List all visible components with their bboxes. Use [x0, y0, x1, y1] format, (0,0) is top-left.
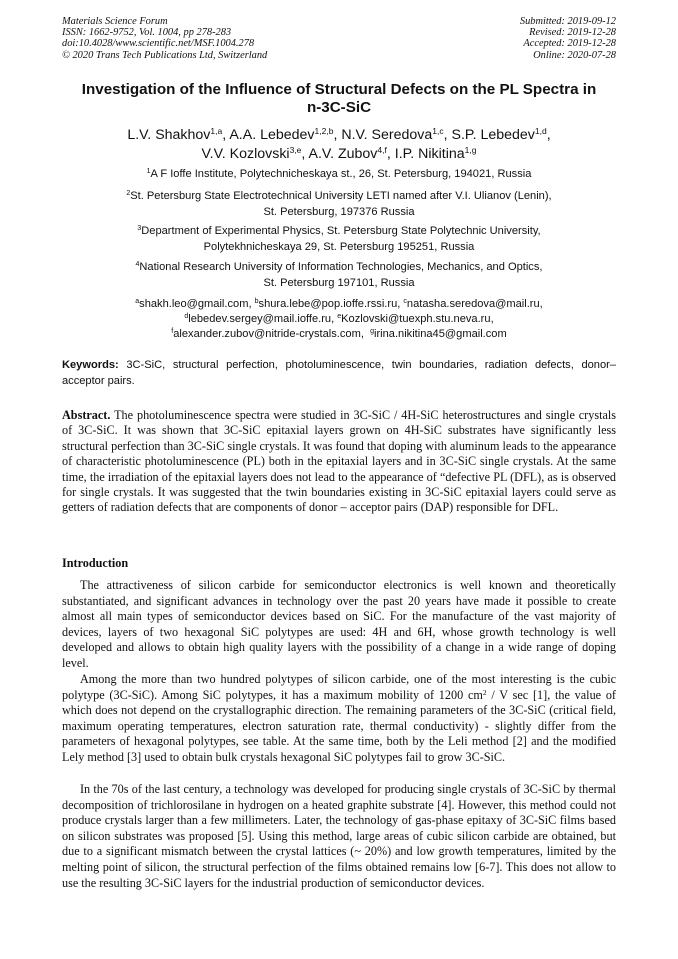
body-paragraph-1: The attractiveness of silicon carbide for semiconductor electronics is well known and theoretically substantiated, and significant advances in technology over the past 20 years have made it possible to create almost all main types of semiconductor devices based on SiC. For the manufacture of the vast majority of devices, layers of two hexagonal SiC polytypes are used: 4H and 6H, whose growth technology is well developed and allows to obtain high quality layers with the possibility of a change in a wide range of doping level. — [62, 578, 616, 670]
author-name: A.A. Lebedev — [229, 127, 315, 143]
email-address: natasha.seredova@mail.ru — [406, 298, 540, 310]
author-list — [62, 126, 616, 164]
affiliation-3 — [62, 224, 616, 256]
affiliation-1 — [62, 167, 616, 183]
author-affiliation-mark: 1,c — [432, 126, 444, 136]
author-name: N.V. Seredova — [341, 127, 433, 143]
affiliation-number: 4 — [135, 261, 140, 268]
email-address: lebedev.sergey@mail.ioffe.ru — [188, 313, 332, 325]
paper-title — [62, 81, 616, 117]
email-address: shura.lebe@pop.ioffe.rssi.ru — [258, 298, 398, 310]
keywords-label: Keywords: — [62, 359, 119, 371]
abstract-label: Abstract. — [62, 408, 111, 422]
authors-line-2: V.V. Kozlovski$^{3,e}$, A.V. Zubov$^{4,f}$, I.P. Nikitina$^{1,g}$ — [201, 145, 477, 162]
body-paragraph-2: Among the more than two hundred polytypes of silicon carbide, one of the most interesting is the cubic polytype (3C-SiC). Among SiC polytypes, it has a maximum mobility of 1200 $cm^2$ / V sec [1], the value of which does not depend on the crystallographic direction. The remaining parameters of the 3C-SiC (critical field, maximum operating temperatures, electron saturation rate, thermal conductivity) - slightly differ from the parameters of hexagonal polytypes, see table. At the same time, both by the Leli method [2] and the modified Lely method [3] used to obtain bulk crystals hexagonal SiC polytypes fail to grow 3C-SiC. — [62, 672, 616, 764]
online-date: Online: 2020-07-28 — [533, 49, 616, 61]
author-affiliation-mark: 3,e — [289, 145, 302, 155]
affiliation-2 — [62, 189, 616, 221]
affiliation-text: St. Petersburg State Electrotechnical University LETI named after V.I. Ulianov (Lenin), — [130, 190, 552, 202]
affiliation-number: 3 — [137, 225, 142, 232]
author-affiliation-mark: 1,a — [210, 126, 223, 136]
author-affiliation-mark: 1,2,b — [314, 126, 334, 136]
author-name: V.V. Kozlovski — [201, 146, 290, 162]
abstract-text: The photoluminescence spectra were studied in 3C-SiC / 4H-SiC heterostructures and single crystals of 3C-SiC. It was shown that 3C-SiC epitaxial layers grown on 4H-SiC substrates have significantly less structural perfection than 3C-SiC single crystals. It was found that doping with aluminum leads to the appearance of characteristic photoluminescence (PL) both in the epitaxial layers and in 3C-SiC single crystals. At the same time, the irradiation of the epitaxial layers does not lead to the appearance of “defective PL (DFL), as is observed for single crystals. It was suggested that the twin boundaries existing in 3C-SiC epitaxial layers could serve as getters of radiation defects that are components of donor – acceptor pairs (DAP) responsible for DFL. — [62, 408, 616, 515]
affiliation-number: 2 — [126, 190, 131, 197]
keywords — [62, 358, 616, 389]
email-address: alexander.zubov@nitride-crystals.com — [173, 328, 361, 340]
author-affiliation-mark: 1,g — [464, 145, 477, 155]
affiliation-number: 1 — [146, 168, 151, 175]
title-line-2: n-3C-SiC — [306, 99, 372, 116]
revised-date: Revised: 2019-12-28 — [529, 27, 616, 39]
affiliation-4 — [62, 260, 616, 292]
title-line-1: Investigation of the Influence of Structural Defects on the PL Spectra in — [81, 81, 597, 98]
journal-info — [62, 16, 267, 61]
authors-line-1: L.V. Shakhov$^{1,a}$, A.A. Lebedev$^{1,2,b}$, N.V. Seredova$^{1,c}$, S.P. Lebedev$^{1,d}$, — [127, 126, 551, 143]
submitted-date: Submitted: 2019-09-12 — [519, 16, 616, 27]
author-affiliation-mark: 1,d — [534, 126, 547, 136]
journal-doi: doi:10.4028/www.scientific.net/MSF.1004.278 — [62, 38, 255, 50]
affiliation-text: St. Petersburg, 197376 Russia — [263, 205, 415, 218]
submission-dates — [520, 16, 616, 61]
section-heading-introduction: Introduction — [62, 556, 129, 570]
author-name: I.P. Nikitina — [394, 146, 465, 162]
email-address: irina.nikitina45@gmail.com — [373, 328, 507, 340]
keywords-text: 3C-SiC, structural perfection, photoluminescence, twin boundaries, radiation defects, donor–acceptor pairs. — [62, 359, 616, 387]
author-emails: $^a$shakh.leo@gmail.com, $^b$shura.lebe@pop.ioffe.rssi.ru, $^c$natasha.seredova@mail.ru, $^d$lebedev.sergey@mail.ioffe.ru, $^e$Kozlovski@tuexph.stu.neva.ru, $^f$alexander.zubov@nitride-crystals.com, $^g$irina.nikitina45@gmail.com — [135, 298, 543, 340]
journal-name: Materials Science Forum — [62, 16, 168, 27]
abstract — [62, 408, 616, 516]
affiliation-text: Polytekhnicheskaya 29, St. Petersburg 195251, Russia — [203, 240, 475, 253]
email-address: Kozlovski@tuexph.stu.neva.ru — [341, 313, 491, 325]
email-address: shakh.leo@gmail.com — [139, 298, 249, 310]
author-affiliation-mark: 4,f — [377, 145, 387, 155]
affiliation-text: A F Ioffe Institute, Polytechnicheskaya st., 26, St. Petersburg, 194021, Russia — [150, 168, 532, 180]
author-name: A.V. Zubov — [308, 146, 378, 162]
affiliation-text: National Research University of Information Technologies, Mechanics, and Optics, — [139, 261, 543, 273]
journal-copyright: © 2020 Trans Tech Publications Ltd, Switzerland — [62, 49, 268, 61]
accepted-date: Accepted: 2019-12-28 — [523, 38, 616, 50]
journal-issn: ISSN: 1662-9752, Vol. 1004, pp 278-283 — [62, 27, 232, 39]
author-name: L.V. Shakhov — [127, 127, 211, 143]
affiliation-text: St. Petersburg 197101, Russia — [263, 276, 415, 289]
body-paragraph-3: In the 70s of the last century, a technology was developed for producing single crystals of 3C-SiC by thermal decomposition of trichlorosilane in hydrogen on a heated graphite substrate [4]. However, this method could not produce crystals larger than a few millimeters. Later, the technology of gas-phase epitaxy of 3C-SiC films based on silicon substrates was proposed [5]. Using this method, large areas of cubic silicon carbide are obtained, but due to a significant mismatch between the crystal lattices (~ 20%) and low growth temperatures, limited by the melting point of silicon, the structural perfection of the films obtained remains low [6-7]. This does not allow to use the resulting 3C-SiC layers for the industrial production of semiconductor devices. — [62, 782, 616, 890]
author-name: S.P. Lebedev — [451, 127, 535, 143]
affiliation-text: Department of Experimental Physics, St. Petersburg State Polytechnic University, — [141, 225, 541, 237]
